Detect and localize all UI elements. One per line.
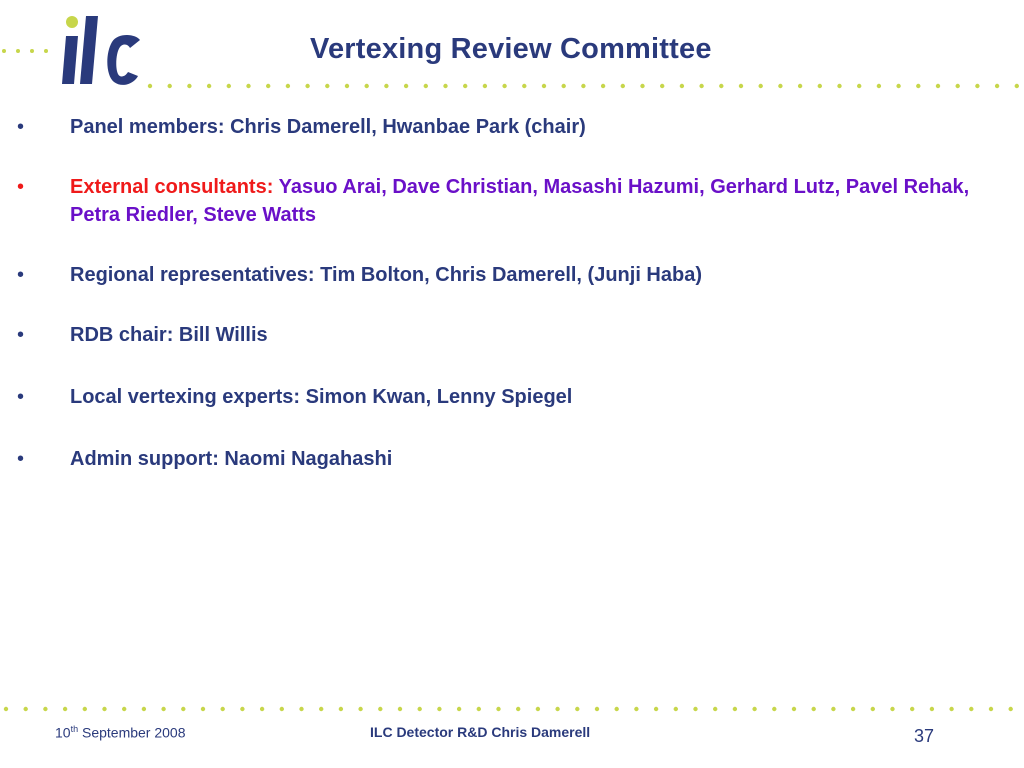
rule-dot: [122, 707, 126, 711]
bullet-label: External consultants:: [70, 176, 274, 198]
rule-dot: [733, 707, 737, 711]
rule-dot: [424, 84, 428, 88]
rule-dot: [851, 707, 855, 711]
rule-dot: [975, 84, 979, 88]
rule-dot: [286, 84, 290, 88]
rule-dot: [739, 84, 743, 88]
rule-dot: [621, 84, 625, 88]
rule-dot: [483, 84, 487, 88]
rule-dot: [542, 84, 546, 88]
rule-dot: [949, 707, 953, 711]
rule-dot: [956, 84, 960, 88]
rule-dot: [207, 84, 211, 88]
top-dotted-rule: [0, 80, 1024, 92]
rule-dot: [916, 84, 920, 88]
rule-dot: [634, 707, 638, 711]
rule-dot: [378, 707, 382, 711]
rule-dot: [890, 707, 894, 711]
rule-dot: [365, 84, 369, 88]
rule-dot: [319, 707, 323, 711]
rule-dot: [240, 707, 244, 711]
bullet-marker: •: [17, 448, 25, 470]
rule-dot: [772, 707, 776, 711]
rule-dot: [502, 84, 506, 88]
rule-dot: [536, 707, 540, 711]
rule-dot: [443, 84, 447, 88]
rule-dot: [812, 707, 816, 711]
rule-dot: [305, 84, 309, 88]
rule-dot: [496, 707, 500, 711]
rule-dot: [358, 707, 362, 711]
rule-dot: [266, 84, 270, 88]
rule-dot: [142, 707, 146, 711]
rule-dot: [1009, 707, 1013, 711]
rule-dot: [640, 84, 644, 88]
bullet-text: Admin support: Naomi Nagahashi: [70, 448, 393, 470]
rule-dot: [102, 707, 106, 711]
rule-dot: [693, 707, 697, 711]
bullet-marker: •: [17, 386, 25, 408]
rule-dot: [680, 84, 684, 88]
rule-dot: [995, 84, 999, 88]
rule-dot: [871, 707, 875, 711]
bullet-text: Regional representatives: Tim Bolton, Chris Damerell, (Junji Haba): [70, 264, 703, 286]
rule-dot: [831, 707, 835, 711]
rule-dot: [384, 84, 388, 88]
rule-dot: [181, 707, 185, 711]
rule-dot: [575, 707, 579, 711]
rule-dot: [818, 84, 822, 88]
bullet-marker: •: [17, 176, 25, 198]
bullet-text: RDB chair: Bill Willis: [70, 324, 268, 346]
rule-dot: [404, 84, 408, 88]
rule-dot: [798, 84, 802, 88]
bottom-dotted-rule: [0, 703, 1024, 715]
bullet-marker: •: [17, 264, 25, 286]
rule-dot: [221, 707, 225, 711]
footer-date-rest: September 2008: [78, 724, 186, 741]
footer-date-day: 10: [55, 724, 71, 741]
rule-dot: [299, 707, 303, 711]
rule-dot: [463, 84, 467, 88]
rule-dot: [857, 84, 861, 88]
rule-dot: [187, 84, 191, 88]
rule-dot: [63, 707, 67, 711]
rule-dot: [752, 707, 756, 711]
rule-dot: [260, 707, 264, 711]
rule-dot: [477, 707, 481, 711]
rule-dot: [4, 707, 8, 711]
rule-dot: [877, 84, 881, 88]
footer-date: [55, 724, 186, 741]
rule-dot: [325, 84, 329, 88]
rule-dot: [437, 707, 441, 711]
rule-dot: [792, 707, 796, 711]
rule-dot: [418, 707, 422, 711]
rule-dot: [601, 84, 605, 88]
rule-dot: [280, 707, 284, 711]
rule-dot: [201, 707, 205, 711]
slide-title: Vertexing Review Committee: [310, 33, 712, 65]
bullet-text: Local vertexing experts: Simon Kwan, Lenny Spiegel: [70, 386, 573, 408]
rule-dot: [581, 84, 585, 88]
rule-dot: [516, 707, 520, 711]
bullet-names: Yasuo Arai, Dave Christian, Masashi Hazumi, Gerhard Lutz, Pavel Rehak, Petra Riedler, Steve Watts: [70, 176, 970, 226]
rule-dot: [595, 707, 599, 711]
rule-dot: [161, 707, 165, 711]
ilc-logo: [58, 10, 144, 90]
rule-dot: [936, 84, 940, 88]
rule-dot: [674, 707, 678, 711]
rule-dot: [910, 707, 914, 711]
rule-dot: [562, 84, 566, 88]
rule-dot: [168, 84, 172, 88]
rule-dot: [660, 84, 664, 88]
rule-dot: [148, 84, 152, 88]
rule-dot: [719, 84, 723, 88]
rule-dot: [759, 84, 763, 88]
rule-dot: [654, 707, 658, 711]
rule-dot: [778, 84, 782, 88]
rule-dot: [615, 707, 619, 711]
rule-dot: [339, 707, 343, 711]
rule-dot: [227, 84, 231, 88]
bullet-marker: •: [17, 324, 25, 346]
rule-dot: [345, 84, 349, 88]
rule-dot: [896, 84, 900, 88]
footer-title: ILC Detector R&D Chris Damerell: [370, 724, 591, 740]
rule-dot: [1015, 84, 1019, 88]
rule-dot: [24, 707, 28, 711]
page-number: 37: [914, 726, 935, 746]
rule-dot: [699, 84, 703, 88]
footer-date-suffix: th: [70, 724, 79, 734]
logo-dot-trail: [0, 46, 62, 56]
bullet-text: [70, 173, 970, 229]
rule-dot: [989, 707, 993, 711]
rule-dot: [930, 707, 934, 711]
rule-dot: [522, 84, 526, 88]
rule-dot: [969, 707, 973, 711]
rule-dot: [457, 707, 461, 711]
rule-dot: [837, 84, 841, 88]
rule-dot: [555, 707, 559, 711]
rule-dot: [43, 707, 47, 711]
rule-dot: [246, 84, 250, 88]
bullet-marker: •: [17, 116, 25, 138]
rule-dot: [398, 707, 402, 711]
bullet-text: Panel members: Chris Damerell, Hwanbae Park (chair): [70, 116, 586, 138]
rule-dot: [713, 707, 717, 711]
rule-dot: [83, 707, 87, 711]
